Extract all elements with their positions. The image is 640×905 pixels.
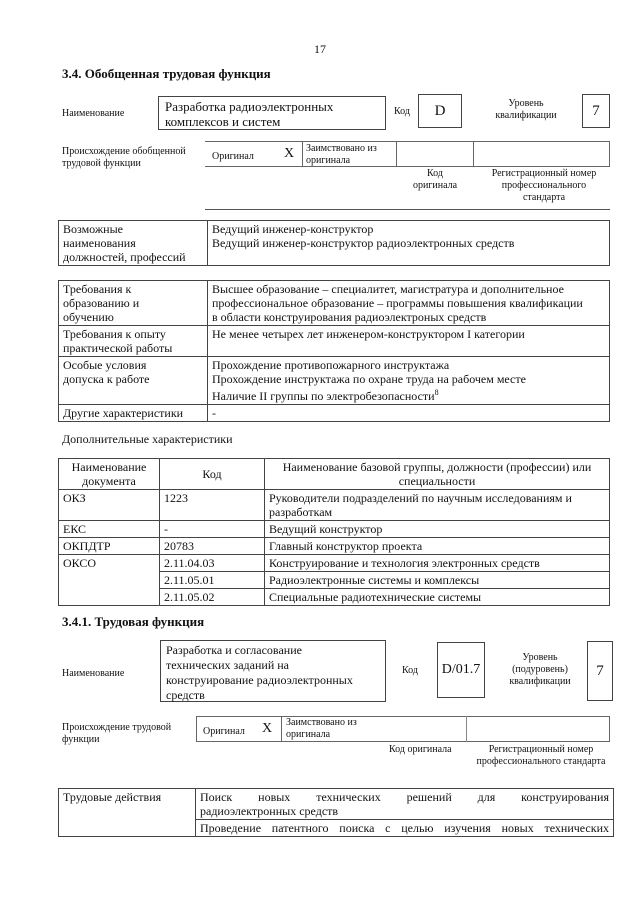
tf-name-line: технических заданий на	[166, 658, 290, 672]
original-mark: X	[262, 721, 273, 736]
cell-name: Радиоэлектронные системы и комплексы	[265, 572, 610, 589]
header-doc	[59, 459, 160, 490]
positions-label	[59, 221, 208, 266]
cell-code: 2.11.05.01	[160, 572, 265, 589]
label-line: Требования к опыту	[63, 327, 166, 341]
footnote-ref[interactable]: 8	[434, 388, 439, 397]
cell-doc: ОКСО	[59, 555, 160, 606]
req-value	[208, 405, 610, 422]
gtf-name-line: Разработка радиоэлектронных	[165, 99, 334, 114]
value-line: Прохождение противопожарного инструктажа	[212, 358, 450, 372]
tf-name-line: Разработка и согласование	[166, 643, 302, 657]
level-label-line: (подуровень)	[512, 664, 568, 675]
borrowed-label	[286, 717, 357, 741]
origin-label	[62, 146, 186, 170]
caption-line: стандарта	[522, 192, 566, 203]
original-label: Оригинал	[212, 151, 254, 162]
position-item: Ведущий инженер-конструктор	[212, 222, 374, 236]
level-label-line: квалификации	[509, 676, 571, 687]
cell-name: Специальные радиотехнические системы	[265, 589, 610, 606]
cell-doc: ЕКС	[59, 521, 160, 538]
borrowed-label-line: оригинала	[306, 155, 351, 166]
divider	[281, 716, 282, 742]
cell-code: 2.11.04.03	[160, 555, 265, 572]
labor-actions-label: Трудовые действия	[59, 789, 196, 837]
level-label-line: квалификации	[495, 110, 557, 121]
req-label	[59, 357, 208, 405]
cell-name: Ведущий конструктор	[265, 521, 610, 538]
table-row	[59, 555, 610, 572]
value-text: Наличие II группы по электробезопасности	[212, 389, 435, 403]
level-label-line: Уровень	[508, 98, 544, 109]
orig-code-caption	[400, 168, 470, 192]
req-label	[59, 405, 208, 422]
level-label-line: Уровень	[522, 652, 558, 663]
page-number: 17	[314, 42, 326, 56]
value-line: Высшее образование – специалитет, магистратура и дополнительное	[212, 282, 564, 296]
value-line: профессиональное образование – программы повышения квалификации	[212, 296, 583, 310]
header-line: документа	[82, 474, 136, 488]
origin-label-line: Происхождение обобщенной	[62, 146, 186, 157]
borrowed-label	[306, 143, 377, 167]
borrowed-label-line: оригинала	[286, 729, 331, 740]
gtf-code-value: D	[418, 94, 462, 128]
labor-action-item	[196, 789, 614, 820]
section-title-3-4-1: 3.4.1. Трудовая функция	[62, 614, 205, 629]
gtf-level-value: 7	[582, 94, 610, 128]
borrowed-label-line: Заимствовано из	[286, 717, 357, 728]
cell-code: 1223	[160, 490, 265, 521]
orig-code-caption: Код оригинала	[389, 744, 452, 755]
req-value	[208, 281, 610, 326]
code-label: Код	[394, 106, 410, 117]
value-line	[212, 386, 605, 403]
label-line: Возможные	[63, 222, 123, 236]
req-label	[59, 281, 208, 326]
tf-name-line: средств	[166, 688, 205, 702]
caption-line: Код	[427, 168, 443, 179]
label-line: образованию и	[63, 296, 140, 310]
cell-name: Конструирование и технология электронных средств	[265, 555, 610, 572]
borrowed-label-line: Заимствовано из	[306, 143, 377, 154]
divider	[466, 716, 467, 742]
tf-level-value: 7	[587, 641, 613, 701]
label-line: Особые условия	[63, 358, 147, 372]
positions-values	[208, 221, 610, 266]
value-line: в области конструирования радиоэлектроных средств	[212, 310, 487, 324]
additional-title: Дополнительные характеристики	[62, 432, 233, 446]
label-line: допуска к работе	[63, 372, 150, 386]
position-item: Ведущий инженер-конструктор радиоэлектронных средств	[212, 236, 515, 250]
cell-code: 2.11.05.02	[160, 589, 265, 606]
positions-table	[58, 220, 610, 266]
req-value	[208, 357, 610, 405]
label-line: Другие характеристики	[63, 406, 184, 420]
req-label	[59, 326, 208, 357]
level-label	[494, 652, 586, 688]
divider	[473, 141, 474, 167]
table-row	[59, 357, 610, 405]
table-row	[59, 789, 614, 820]
action-line: Проведение патентного поиска с целью изучения новых технических	[200, 821, 609, 835]
divider	[205, 209, 610, 210]
header-code: Код	[160, 459, 265, 490]
table-header-row	[59, 459, 610, 490]
origin-strip	[196, 716, 610, 742]
label-line: наименования	[63, 236, 136, 250]
header-name	[265, 459, 610, 490]
origin-label	[62, 722, 171, 746]
cell-name: Руководители подразделений по научным исследованиям и разработкам	[265, 490, 610, 521]
label-line: практической работы	[63, 341, 173, 355]
origin-strip	[205, 141, 610, 167]
caption-line: профессионального стандарта	[476, 756, 606, 767]
origin-label-line: Происхождение трудовой	[62, 722, 172, 733]
tf-name-line: конструирование радиоэлектронных	[166, 673, 353, 687]
level-label	[478, 98, 574, 122]
action-line: Поиск новых технических решений для конструирования	[200, 790, 609, 804]
table-row	[59, 490, 610, 521]
table-row	[59, 521, 610, 538]
divider	[396, 141, 397, 167]
original-label: Оригинал	[203, 726, 245, 737]
cell-code: 20783	[160, 538, 265, 555]
caption-line: профессионального	[501, 180, 587, 191]
gtf-name-value	[158, 96, 386, 130]
additional-table	[58, 458, 610, 606]
original-mark: X	[284, 146, 295, 161]
header-line: специальности	[398, 474, 476, 488]
cell-name: Главный конструктор проекта	[265, 538, 610, 555]
section-title-3-4: 3.4. Обобщенная трудовая функция	[62, 66, 271, 81]
divider	[302, 141, 303, 167]
tf-code-value: D/01.7	[437, 642, 485, 698]
req-value	[208, 326, 610, 357]
caption-line: оригинала	[412, 180, 458, 191]
cell-doc: ОКЗ	[59, 490, 160, 521]
table-row	[59, 221, 610, 266]
value-line: -	[212, 406, 216, 420]
code-label: Код	[402, 665, 418, 676]
caption-line: Регистрационный номер	[491, 168, 597, 179]
value-line: Не менее четырех лет инженером-конструктором I категории	[212, 327, 525, 341]
tf-name-value	[160, 640, 386, 702]
table-row	[59, 405, 610, 422]
label-line: обучению	[63, 310, 114, 324]
value-line: Прохождение инструктажа по охране труда на рабочем месте	[212, 372, 526, 386]
table-row	[59, 538, 610, 555]
cell-doc: ОКПДТР	[59, 538, 160, 555]
caption-line: Регистрационный номер	[488, 744, 594, 755]
name-label: Наименование	[62, 668, 125, 679]
labor-action-item	[196, 820, 614, 837]
gtf-name-line: комплексов и систем	[165, 114, 281, 129]
label-line: Требования к	[63, 282, 132, 296]
origin-label-line: функции	[62, 734, 100, 745]
table-row	[59, 326, 610, 357]
cell-code: -	[160, 521, 265, 538]
origin-label-line: трудовой функции	[62, 158, 141, 169]
name-label: Наименование	[62, 108, 125, 119]
reg-num-caption	[478, 168, 610, 204]
label-line: должностей, профессий	[63, 250, 186, 264]
header-line: Наименование	[71, 460, 147, 474]
labor-actions-table	[58, 788, 614, 837]
reg-num-caption	[470, 744, 612, 768]
header-line: Наименование базовой группы, должности (профессии) или	[282, 460, 592, 474]
requirements-table	[58, 280, 610, 422]
action-line: радиоэлектронных средств	[200, 804, 339, 818]
table-row	[59, 281, 610, 326]
